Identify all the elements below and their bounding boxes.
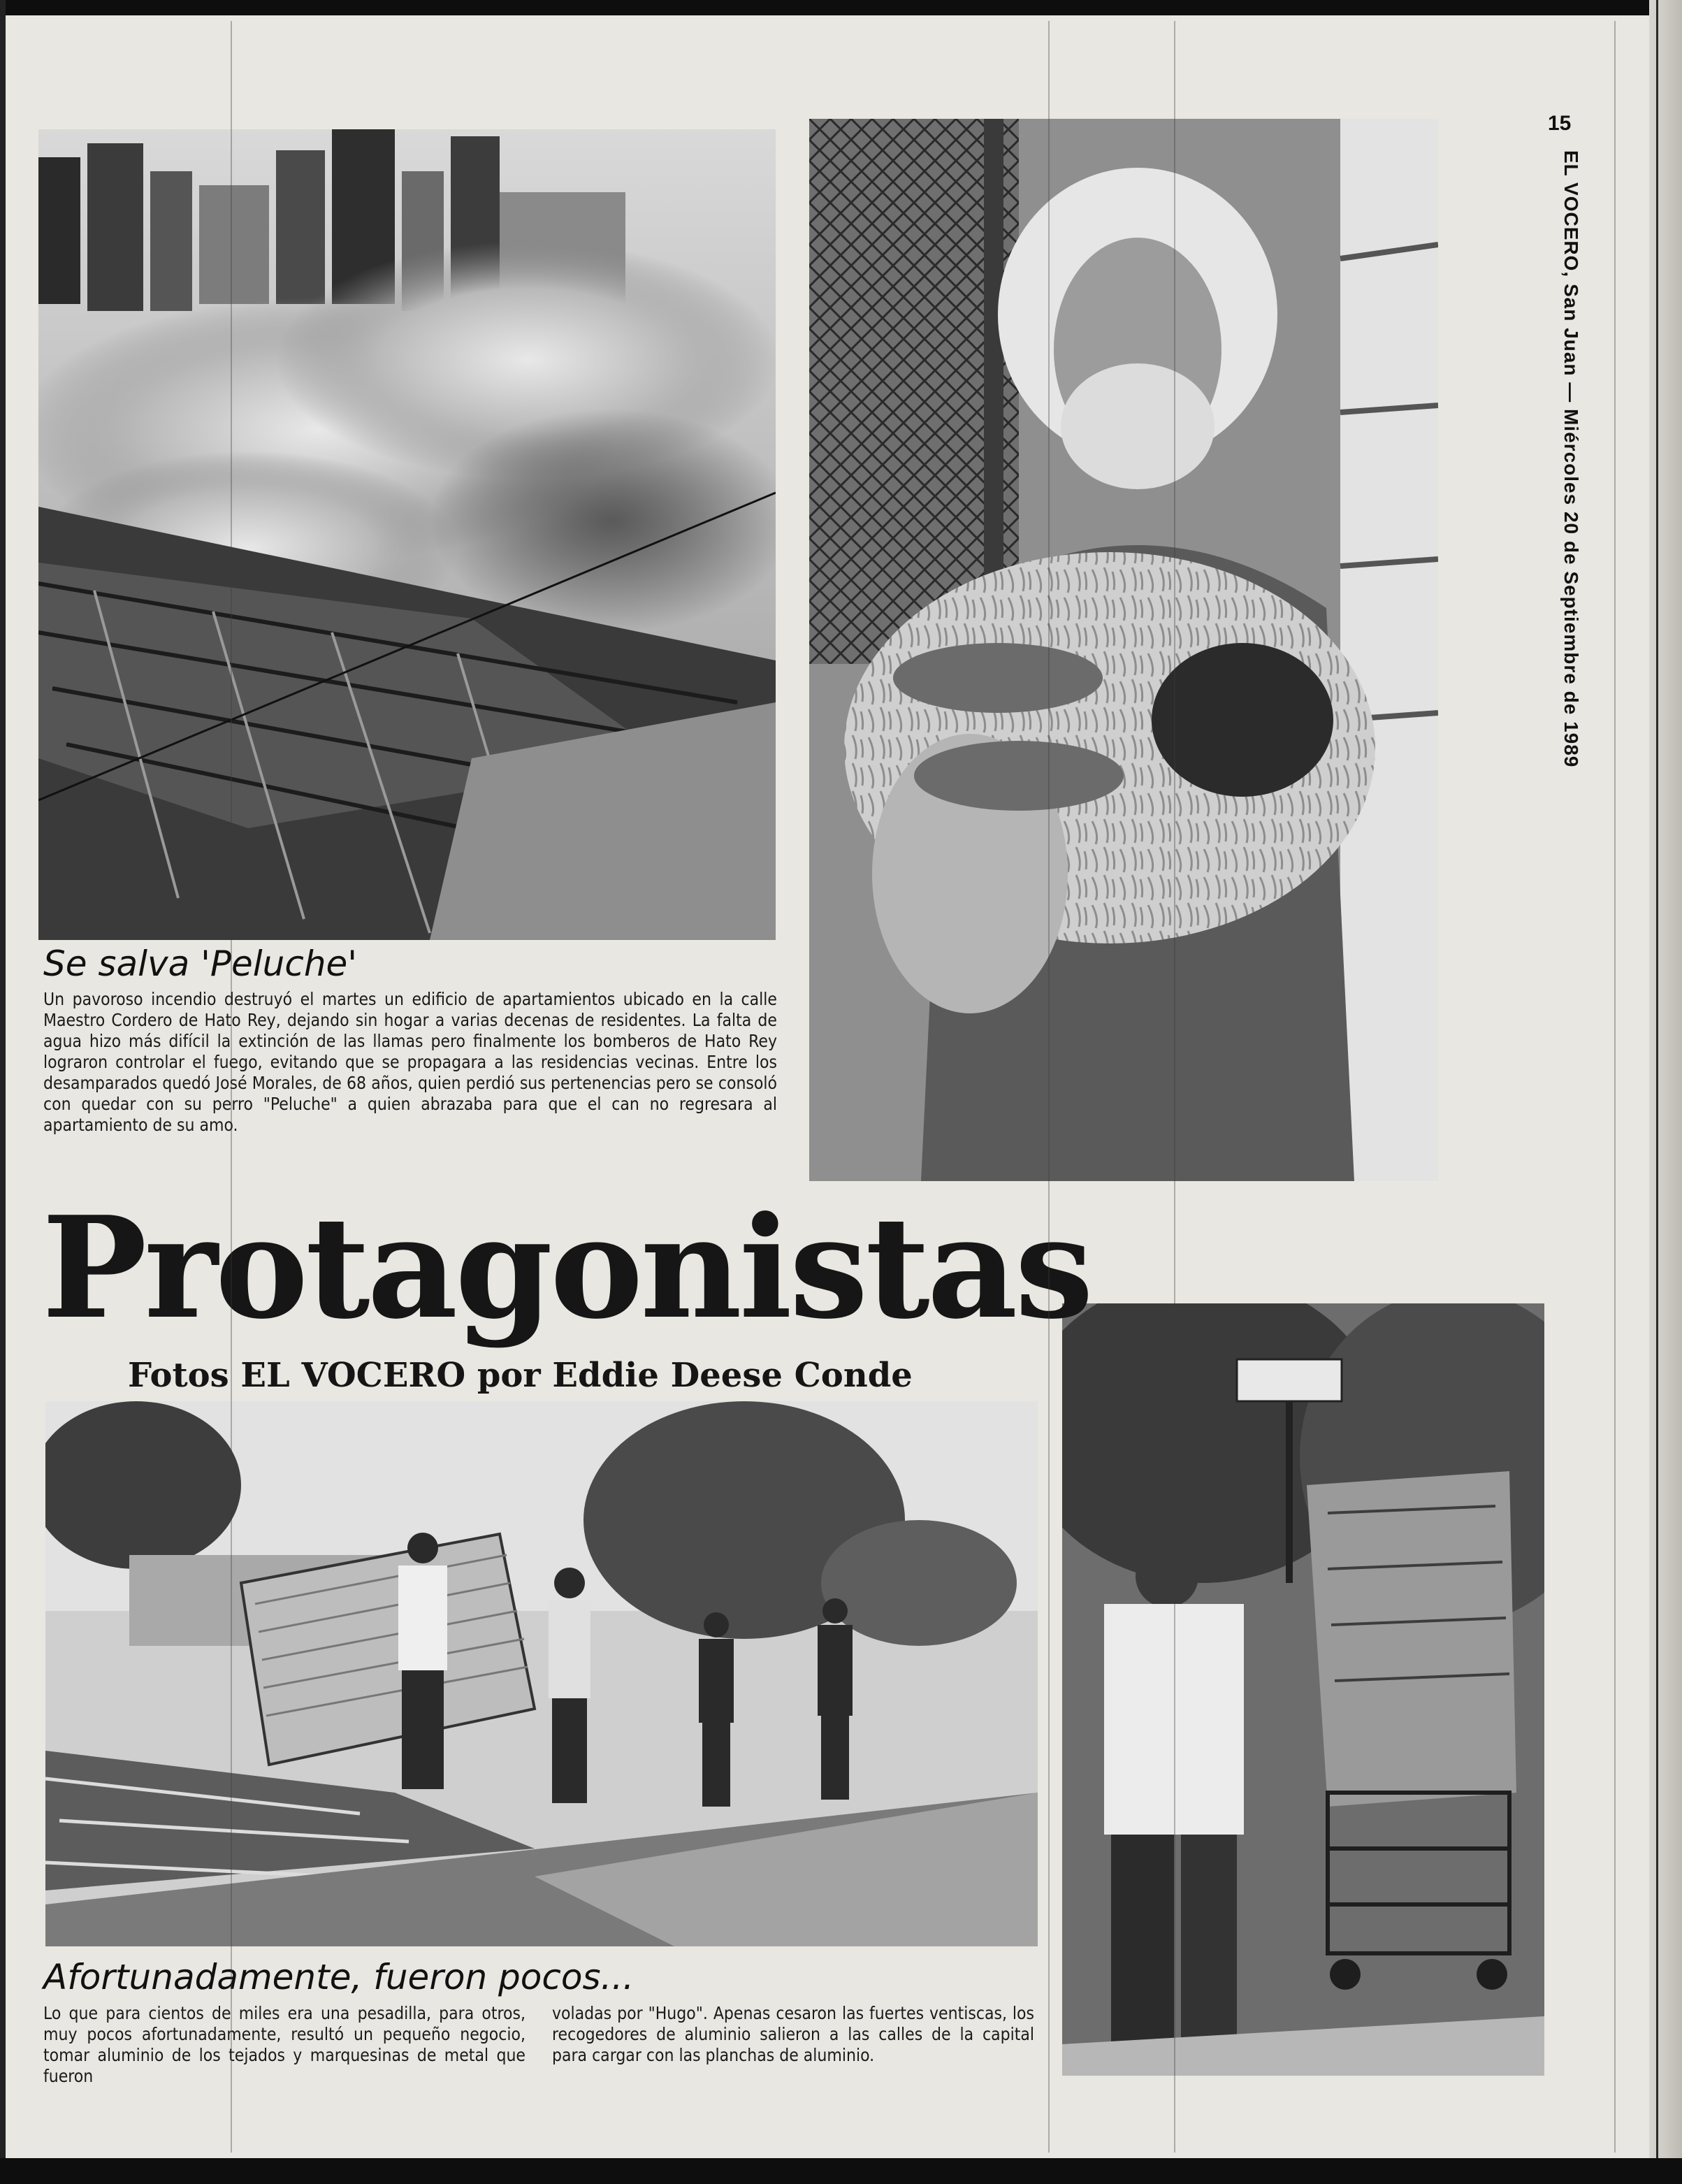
film-border-right: [1649, 0, 1682, 2184]
story-2-headline: Afortunadamente, fueron pocos...: [43, 1957, 635, 1997]
workers-photo: [45, 1401, 1038, 1946]
story-1-headline: Se salva 'Peluche': [43, 943, 358, 984]
film-border-top: [0, 0, 1682, 15]
film-scratch: [1048, 21, 1050, 2153]
page-number: 15: [1548, 112, 1572, 135]
film-scratch: [1174, 21, 1175, 2153]
feature-title: Protagonistas: [42, 1186, 1091, 1350]
story-2-body-column-1: Lo que para cientos de miles era una pesadilla, para otros, muy pocos afortunadamente, resultó un pequeño negocio, tomar aluminio de los tejados y marquesinas de metal que fueron: [43, 2003, 525, 2086]
man-with-dog-photo: [809, 119, 1438, 1181]
feature-byline: Fotos EL VOCERO por Eddie Deese Conde: [128, 1356, 913, 1395]
film-border-left: [0, 0, 6, 2184]
cart-photo: [1062, 1303, 1544, 2076]
publication-line: EL VOCERO, San Juan — Miércoles 20 de Septiembre de 1989: [1560, 150, 1582, 768]
film-border-bottom: [0, 2158, 1682, 2184]
fire-photo: [38, 129, 776, 940]
story-2-body-column-2: voladas por "Hugo". Apenas cesaron las fuertes ventiscas, los recogedores de aluminio salieron a las calles de la capital para cargar con las planchas de aluminio.: [552, 2003, 1034, 2065]
film-scratch: [1614, 21, 1616, 2153]
film-scratch: [231, 21, 232, 2153]
story-1-body: Un pavoroso incendio destruyó el martes un edificio de apartamientos ubicado en la calle Maestro Cordero de Hato Rey, dejando sin hogar a varias decenas de residentes. La falta de agua hizo más difícil la extinción de las llamas pero finalmente los bomberos de Hato Rey lograron controlar el fuego, evitando que se propagara a las residencias vecinas. Entre los desamparados quedó José Morales, de 68 años, quien perdió sus pertenencias pero se consoló con quedar con su perro "Peluche" a quien abrazaba para que el can no regresara al apartamiento de su amo.: [43, 989, 777, 1135]
